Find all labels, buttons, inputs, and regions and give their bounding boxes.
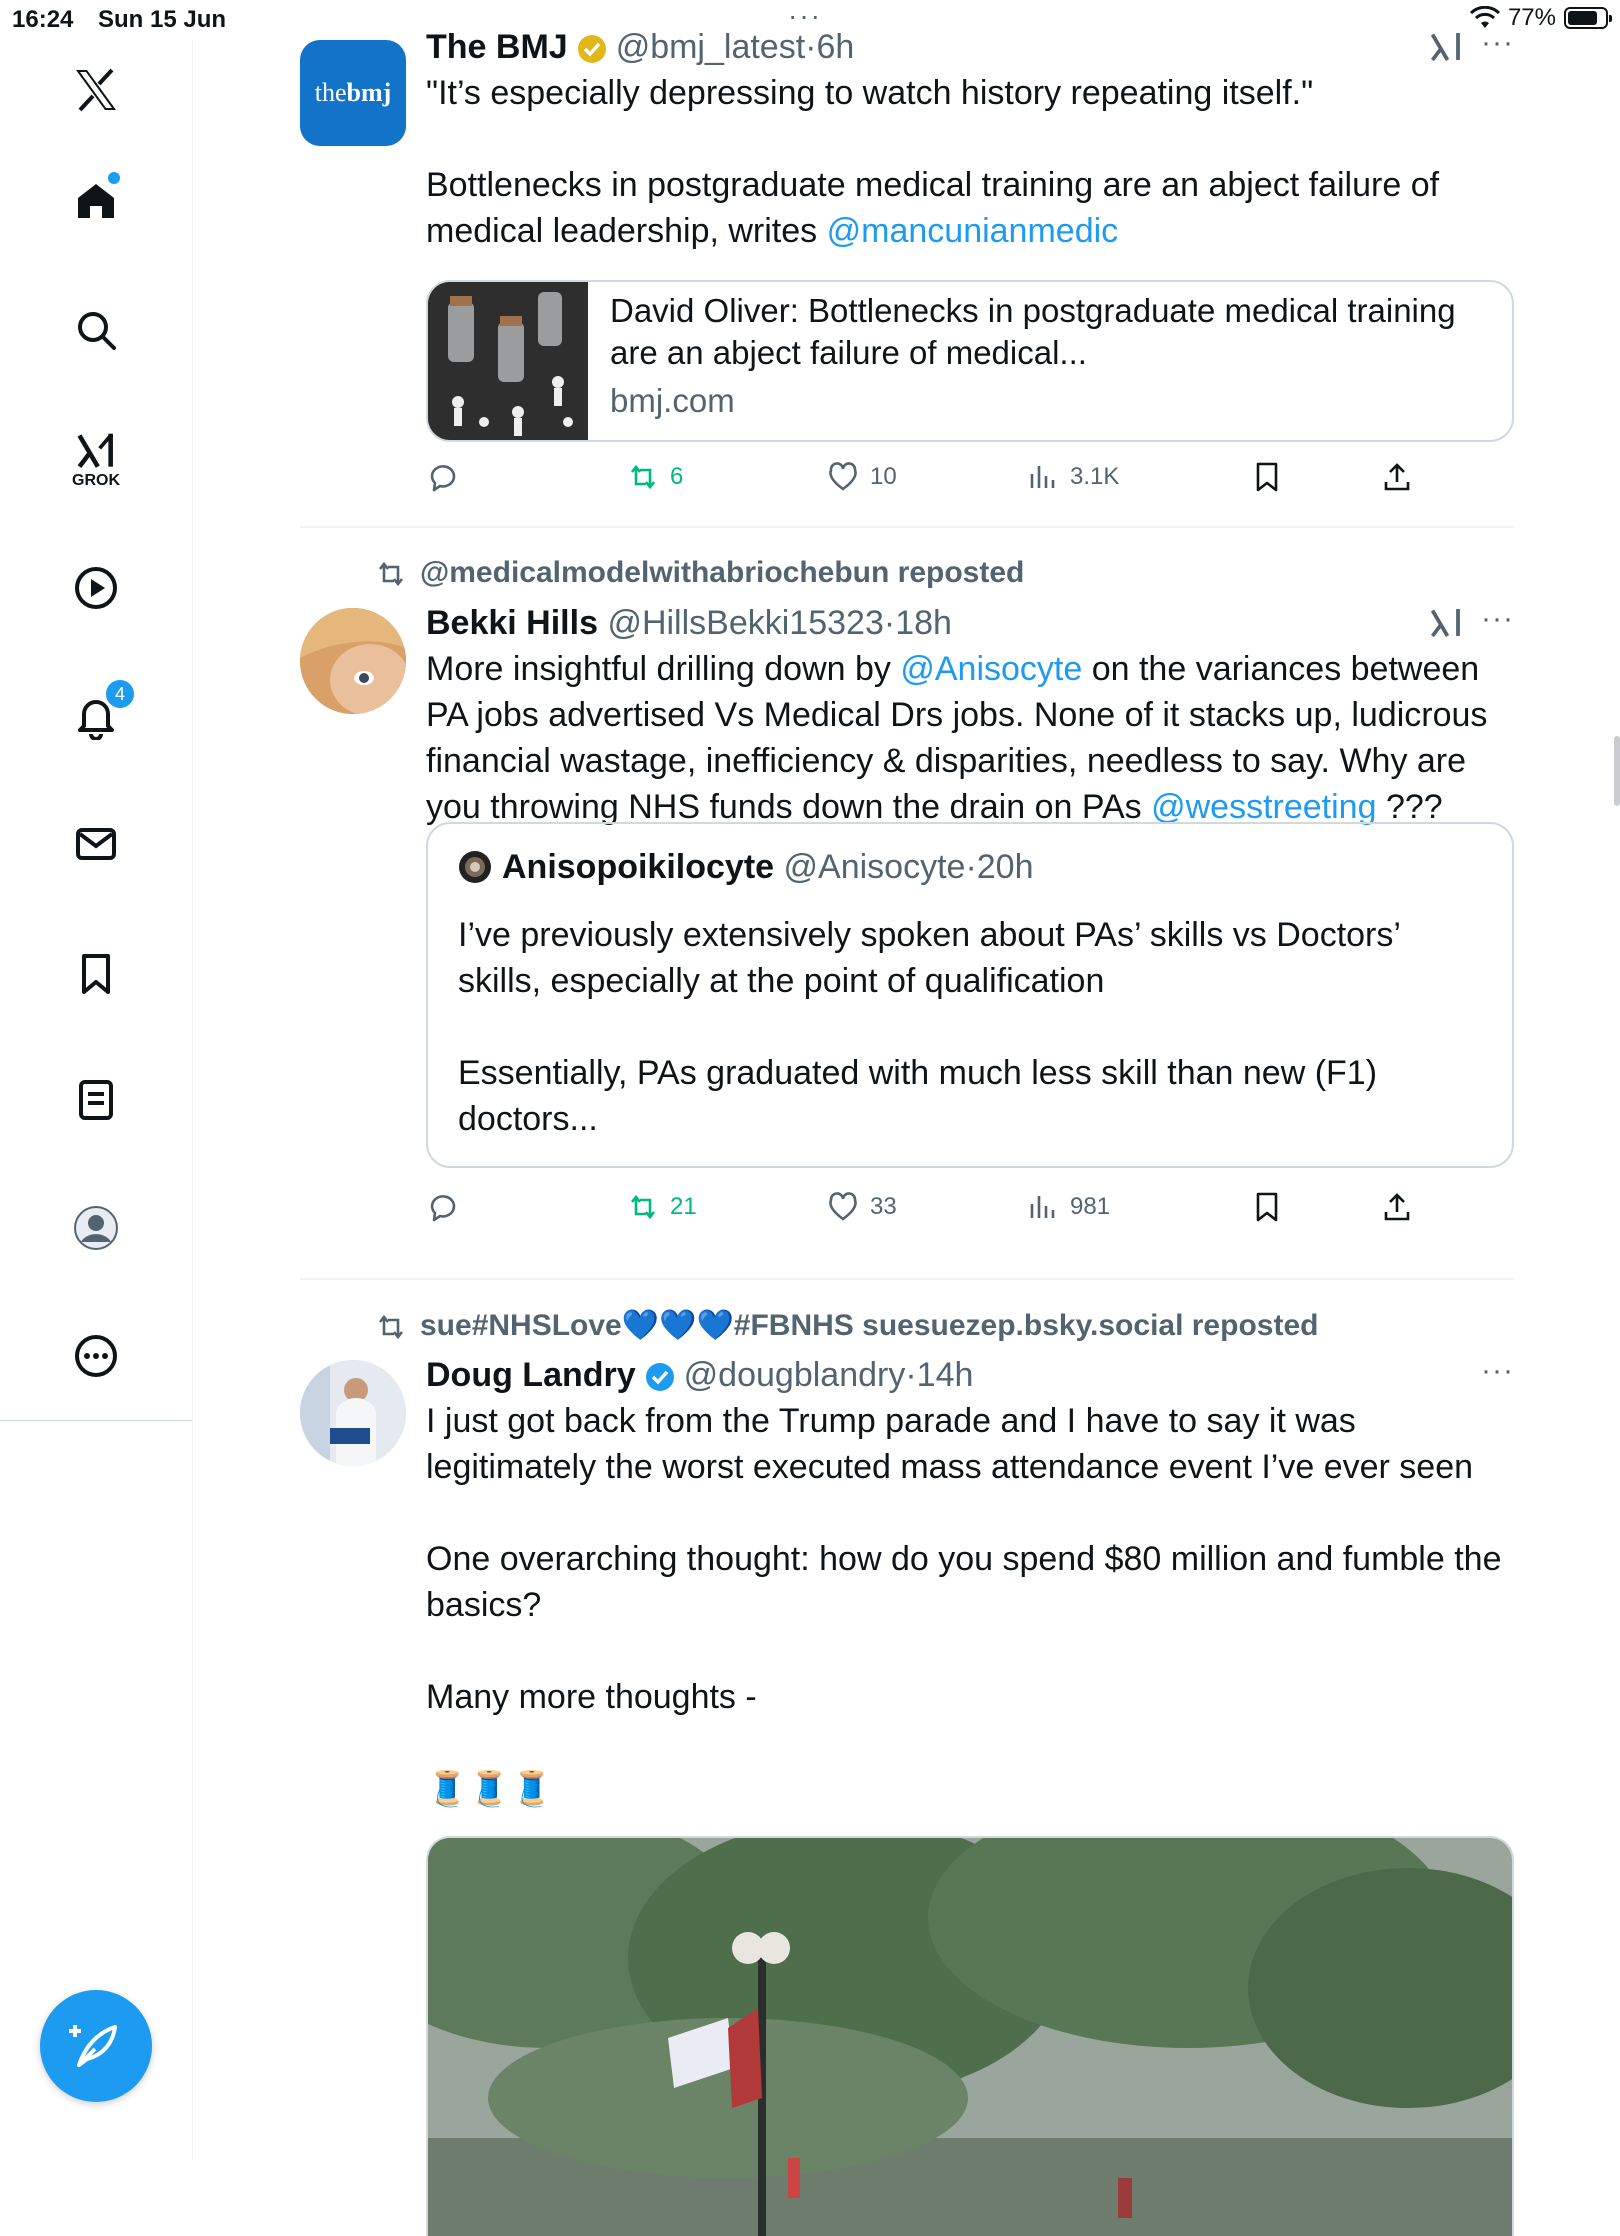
post-time[interactable]: 18h <box>895 604 952 642</box>
post-time[interactable]: 6h <box>816 28 855 66</box>
post-text: More insightful drilling down by @Anisocyte on the variances between PA jobs advertised Vs Medical Drs jobs. None of it stacks up, ludicrous financial wastage, inefficiency & disparities, needless to say. Why are you throwing NHS funds down the drain on PAs @wesstreeting ??? <box>426 650 1488 826</box>
post-actions <box>426 460 1514 500</box>
post-more-button[interactable]: ··· <box>1481 602 1514 635</box>
link-card-title-1: David Oliver: Bottlenecks in postgraduate medical training <box>610 292 1456 329</box>
author-name[interactable]: The BMJ <box>426 28 568 66</box>
heart-icon <box>826 460 860 494</box>
author-handle[interactable]: @bmj_latest <box>615 28 806 66</box>
reply-icon <box>426 460 460 494</box>
views-count: 3.1K <box>1070 463 1120 490</box>
grok-icon[interactable] <box>56 420 136 500</box>
x-logo-icon[interactable] <box>56 50 136 130</box>
bmj-logo: thebmj <box>314 78 392 107</box>
reply-icon <box>426 1190 460 1224</box>
post-header: Doug Landry @dougblandry·14h ··· <box>426 1352 1514 1398</box>
parade-photo <box>428 1838 1514 2236</box>
compose-feather-icon <box>69 2019 123 2073</box>
share-button[interactable] <box>1380 460 1414 494</box>
reply-button[interactable] <box>426 460 460 494</box>
post-media-image[interactable] <box>426 1836 1514 2236</box>
quote-text: I’ve previously extensively spoken about PAs’ skills vs Doctors’ skills, especially at the point of qualification Essentially, PAs graduated with much less skill than new (F1) doctors... <box>458 916 1401 1138</box>
post-header: Bekki Hills @HillsBekki15323·18h ··· <box>426 600 1514 646</box>
repost-button[interactable] <box>626 460 683 494</box>
mention-anisocyte[interactable]: @Anisocyte <box>900 650 1083 688</box>
quote-author[interactable]: Anisopoikilocyte <box>502 848 775 886</box>
share-icon <box>1380 1190 1414 1224</box>
quote-handle[interactable]: @Anisocyte <box>783 848 966 886</box>
views-count: 981 <box>1070 1193 1111 1220</box>
mention-link[interactable]: @mancunianmedic <box>826 212 1119 250</box>
scroll-indicator[interactable] <box>1614 736 1620 806</box>
bookmarks-icon[interactable] <box>56 934 136 1014</box>
notifications-icon[interactable] <box>56 676 136 756</box>
repost-context <box>374 1308 1318 1344</box>
battery-percent: 77% <box>1507 4 1556 31</box>
grok-label: GROK <box>72 472 120 489</box>
post-time[interactable]: 14h <box>916 1356 974 1394</box>
repost-context-icon <box>374 557 408 591</box>
quote-time: 20h <box>976 848 1034 886</box>
repost-context-icon <box>374 1310 408 1344</box>
like-button[interactable] <box>826 460 897 494</box>
post-separator <box>300 1278 1514 1280</box>
sidebar-divider <box>0 1420 192 1421</box>
status-date: Sun 15 Jun <box>98 6 227 33</box>
author-handle[interactable]: @HillsBekki15323 <box>607 604 884 642</box>
avatar-bmj[interactable] <box>300 40 406 146</box>
share-button[interactable] <box>1380 1190 1414 1224</box>
author-handle[interactable]: @dougblandry <box>683 1356 906 1394</box>
lists-icon[interactable] <box>56 1060 136 1140</box>
quote-header: Anisopoikilocyte @Anisocyte·20h <box>458 848 1034 887</box>
repost-icon <box>626 460 660 494</box>
multitask-dots[interactable]: ··· <box>788 0 822 31</box>
mention-wesstreeting[interactable]: @wesstreeting <box>1151 788 1377 826</box>
repost-count: 6 <box>670 463 684 490</box>
quote-card[interactable] <box>426 822 1514 1168</box>
avatar-doug[interactable] <box>300 1360 406 1466</box>
link-card[interactable] <box>426 280 1514 442</box>
repost-button[interactable] <box>626 1190 697 1224</box>
bookmark-icon <box>1250 1190 1284 1224</box>
repost-count: 21 <box>670 1193 697 1220</box>
avatar-bekki[interactable] <box>300 608 406 714</box>
compose-post-button[interactable] <box>40 1990 152 2102</box>
post-actions <box>426 1190 1514 1230</box>
bookmark-button[interactable] <box>1250 460 1284 494</box>
reply-button[interactable] <box>426 1190 460 1224</box>
views-icon <box>1026 460 1060 494</box>
like-button[interactable] <box>826 1190 897 1224</box>
profile-avatar[interactable] <box>56 1188 136 1268</box>
reposted-by[interactable]: sue#NHSLove💙💙💙#FBNHS suesuezep.bsky.social reposted <box>420 1309 1319 1342</box>
messages-icon[interactable] <box>56 804 136 884</box>
like-count: 33 <box>870 1193 897 1220</box>
repost-context <box>374 556 1024 591</box>
link-card-image <box>428 282 588 442</box>
search-icon[interactable] <box>56 290 136 370</box>
author-name[interactable]: Doug Landry <box>426 1356 636 1394</box>
quote-avatar[interactable] <box>458 850 492 884</box>
views-button[interactable] <box>1026 460 1119 494</box>
repost-icon <box>626 1190 660 1224</box>
views-icon <box>1026 1190 1060 1224</box>
home-icon[interactable] <box>56 160 136 240</box>
video-icon[interactable] <box>56 548 136 628</box>
grok-explain-icon[interactable] <box>1428 606 1464 642</box>
post-separator <box>300 526 1514 528</box>
post-text: "It’s especially depressing to watch history repeating itself." Bottlenecks in postgraduate medical training are an abject failure of medical leadership, writes @mancunianmedic <box>426 74 1440 250</box>
post-more-button[interactable]: ··· <box>1481 26 1514 59</box>
post-text: I just got back from the Trump parade and I have to say it was legitimately the worst executed mass attendance event I’ve ever seen One overarching thought: how do you spend $80 million and fumble the basics? Many more thoughts - 🧵🧵🧵 <box>426 1402 1502 1808</box>
post-header: The BMJ @bmj_latest·6h ··· <box>426 24 1514 70</box>
share-icon <box>1380 460 1414 494</box>
status-time: 16:24 <box>12 6 74 33</box>
link-card-title-2: are an abject failure of medical... <box>610 334 1087 371</box>
sidebar <box>0 40 193 2160</box>
views-button[interactable] <box>1026 1190 1110 1224</box>
heart-icon <box>826 1190 860 1224</box>
author-name[interactable]: Bekki Hills <box>426 604 598 642</box>
notifications-badge: 4 <box>104 678 136 710</box>
grok-explain-icon[interactable] <box>1428 30 1464 66</box>
like-count: 10 <box>870 463 897 490</box>
post-more-button[interactable]: ··· <box>1481 1354 1514 1387</box>
thread-emoji: 🧵🧵🧵 <box>426 1770 554 1808</box>
verified-blue-icon <box>644 1361 676 1393</box>
battery-icon <box>1564 7 1608 29</box>
bookmark-icon <box>1250 460 1284 494</box>
reposted-by[interactable]: @medicalmodelwithabriochebun reposted <box>420 556 1025 589</box>
link-card-domain: bmj.com <box>610 382 735 419</box>
bookmark-button[interactable] <box>1250 1190 1284 1224</box>
verified-gold-icon <box>576 33 608 65</box>
more-icon[interactable] <box>56 1316 136 1396</box>
